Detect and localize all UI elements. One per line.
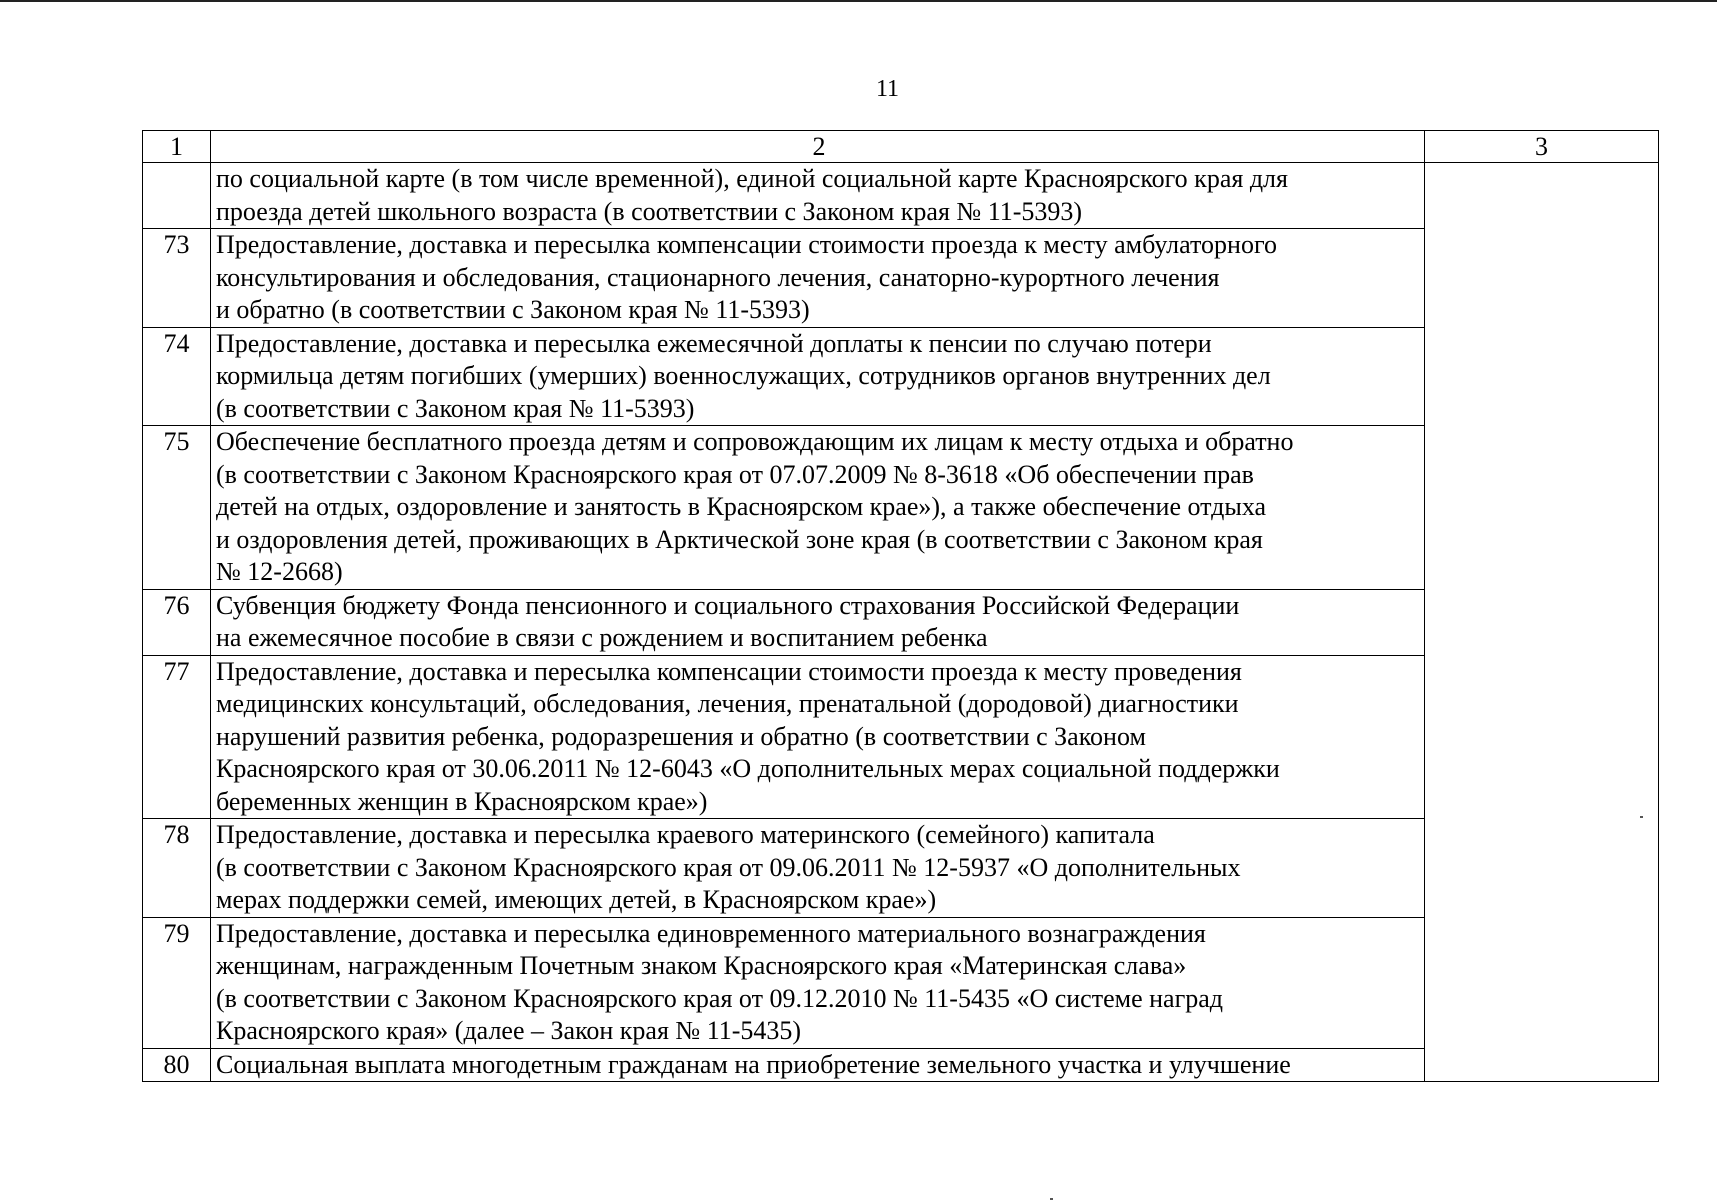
row-description: Предоставление, доставка и пересылка единовременного материального вознаграждения женщинам, награжденным Почетным знаком Красноярского края «Материнская слава» (в соответствии с Законом Красноярского края от 09.12.2010 № 11-5435 «О системе наград Красноярского края» (далее – Закон края № 11-5435) <box>211 917 1425 1048</box>
row-description: Предоставление, доставка и пересылка ежемесячной доплаты к пенсии по случаю потери кормильца детям погибших (умерших) военнослужащих, сотрудников органов внутренних дел (в соответствии с Законом края № 11-5393) <box>211 327 1425 426</box>
row-column-3 <box>1425 589 1659 655</box>
row-column-3 <box>1425 917 1659 1048</box>
row-number: 78 <box>143 819 211 918</box>
table-header-row <box>143 131 1659 163</box>
table-row <box>143 163 1659 229</box>
row-number: 75 <box>143 426 211 590</box>
row-column-3 <box>1425 655 1659 819</box>
top-border-line <box>0 0 1717 2</box>
table-row <box>143 589 1659 655</box>
table-row <box>143 426 1659 590</box>
row-number: 76 <box>143 589 211 655</box>
row-column-3 <box>1425 819 1659 918</box>
row-description: Социальная выплата многодетным гражданам на приобретение земельного участка и улучшение <box>211 1048 1425 1082</box>
scan-speck <box>1640 816 1643 818</box>
row-column-3 <box>1425 1048 1659 1082</box>
table-row <box>143 819 1659 918</box>
page-number: 11 <box>875 76 900 102</box>
table-row <box>143 655 1659 819</box>
row-description: по социальной карте (в том числе временной), единой социальной карте Красноярского края для проезда детей школьного возраста (в соответствии с Законом края № 11-5393) <box>211 163 1425 229</box>
row-column-3 <box>1425 327 1659 426</box>
row-number: 73 <box>143 229 211 328</box>
row-number: 77 <box>143 655 211 819</box>
row-column-3 <box>1425 426 1659 590</box>
table-row <box>143 1048 1659 1082</box>
row-column-3 <box>1425 163 1659 229</box>
column-header-1: 1 <box>143 131 211 163</box>
row-description: Субвенция бюджету Фонда пенсионного и социального страхования Российской Федерации на ежемесячное пособие в связи с рождением и воспитанием ребенка <box>211 589 1425 655</box>
row-description: Предоставление, доставка и пересылка компенсации стоимости проезда к месту амбулаторного консультирования и обследования, стационарного лечения, санаторно-курортного лечения и обратно (в соответствии с Законом края № 11-5393) <box>211 229 1425 328</box>
row-number: 79 <box>143 917 211 1048</box>
table-row <box>143 327 1659 426</box>
row-number: 80 <box>143 1048 211 1082</box>
row-number <box>143 163 211 229</box>
row-description: Предоставление, доставка и пересылка компенсации стоимости проезда к месту проведения медицинских консультаций, обследования, лечения, пренатальной (дородовой) диагностики нарушений развития ребенка, родоразрешения и обратно (в соответствии с Законом Красноярского края от 30.06.2011 № 12-6043 «О дополнительных мерах социальной поддержки беременных женщин в Красноярском крае») <box>211 655 1425 819</box>
document-table <box>142 130 1659 1082</box>
column-header-3: 3 <box>1425 131 1659 163</box>
row-description: Предоставление, доставка и пересылка краевого материнского (семейного) капитала (в соответствии с Законом Красноярского края от 09.06.2011 № 12-5937 «О дополнительных мерах поддержки семей, имеющих детей, в Красноярском крае») <box>211 819 1425 918</box>
table-row <box>143 229 1659 328</box>
row-number: 74 <box>143 327 211 426</box>
row-column-3 <box>1425 229 1659 328</box>
column-header-2: 2 <box>211 131 1425 163</box>
row-description: Обеспечение бесплатного проезда детям и сопровождающим их лицам к месту отдыха и обратно (в соответствии с Законом Красноярского края от 07.07.2009 № 8-3618 «Об обеспечении прав детей на отдых, оздоровление и занятость в Красноярском крае»), а также обеспечение отдыха и оздоровления детей, проживающих в Арктической зоне края (в соответствии с Законом края № 12-2668) <box>211 426 1425 590</box>
table-row <box>143 917 1659 1048</box>
